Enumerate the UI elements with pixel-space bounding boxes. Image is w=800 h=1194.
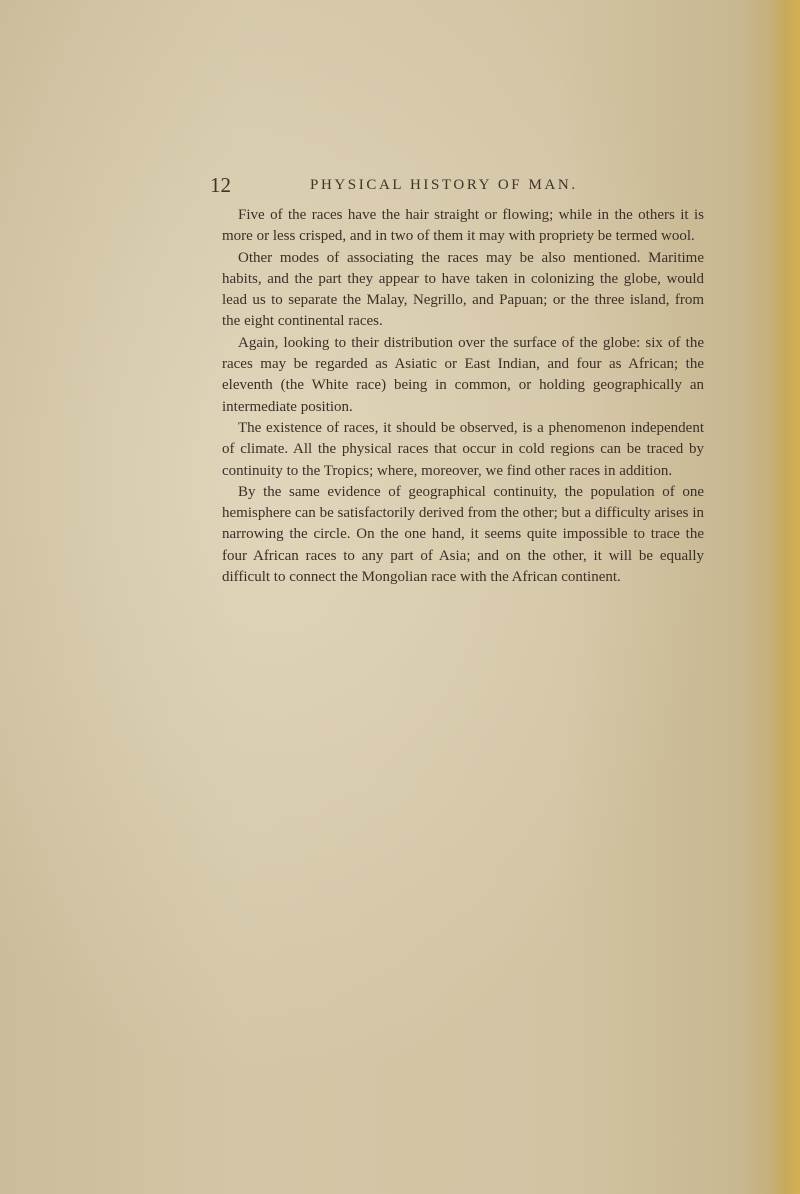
- paragraph-maritime: Other modes of associating the races may be also mentioned. Maritime habits, and the part they appear to have taken in colonizing the globe, would lead us to separate the Malay, Negrillo, and Papuan; or the three island, from the eight continental races.: [222, 249, 704, 330]
- running-head: [210, 172, 730, 198]
- paragraph-hair: Five of the races have the hair straight or flowing; while in the others it is more or less crisped, and in two of them it may with propriety be termed wool.: [222, 207, 704, 245]
- paragraph-distribution: Again, looking to their distribution over the surface of the globe: six of the races may be regarded as Asiatic or East Indian, and four as African; the eleventh (the White race) being in common, or holding geographically an intermediate position.: [222, 334, 704, 415]
- paragraph-climate: The existence of races, it should be observed, is a phenomenon independent of climate. All the physical races that occur in cold regions can be traced by continuity to the Tropics; where, moreover, we find other races in addition.: [222, 419, 704, 479]
- page-edge: [772, 0, 800, 1194]
- paragraph-continuity: By the same evidence of geographical continuity, the population of one hemisphere can be satisfactorily derived from the other; but a difficulty arises in narrowing the circle. On the one hand, it seems quite impossible to trace the four African races to any part of Asia; and on the other, it will be equally difficult to connect the Mongolian race with the African continent.: [222, 483, 704, 586]
- body-text: [222, 205, 704, 588]
- running-title: PHYSICAL HISTORY OF MAN.: [310, 177, 578, 193]
- page-number: 12: [210, 173, 231, 197]
